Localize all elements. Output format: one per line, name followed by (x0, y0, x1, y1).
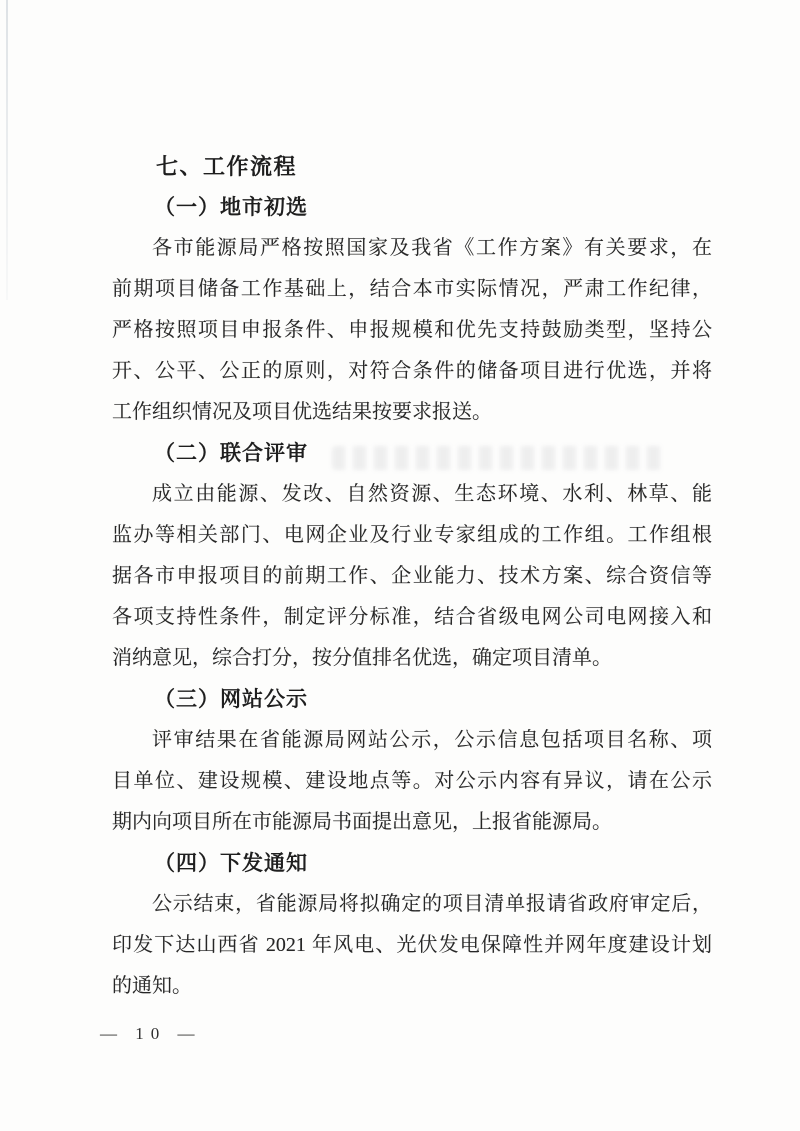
text-line: 前期项目储备工作基础上，结合本市实际情况，严肃工作纪律， (112, 278, 712, 300)
paragraph (112, 720, 712, 843)
section-heading: （二）联合评审 (154, 441, 308, 465)
paragraph (112, 884, 712, 1007)
document-section (112, 843, 712, 1007)
paragraph (112, 474, 712, 679)
text-line: 印发下达山西省 2021 年风电、光伏发电保障性并网年度建设计划 (112, 934, 712, 956)
section-heading: （四）下发通知 (154, 851, 308, 875)
text-line: 评审结果在省能源局网站公示，公示信息包括项目名称、项 (152, 729, 712, 751)
section-heading: （三）网站公示 (154, 687, 308, 711)
text-line: 据各市申报项目的前期工作、企业能力、技术方案、综合资信等 (112, 565, 712, 587)
text-line: 公示结束，省能源局将拟确定的项目清单报请省政府审定后， (152, 893, 712, 915)
text-line: 的通知。 (112, 975, 192, 997)
document-title: 七、工作流程 (156, 154, 298, 179)
text-line: 监办等相关部门、电网企业及行业专家组成的工作组。工作组根 (112, 524, 712, 546)
scan-edge-artifact (6, 0, 8, 300)
text-line: 目单位、建设规模、建设地点等。对公示内容有异议，请在公示 (112, 770, 712, 792)
text-line: 开、公平、公正的原则，对符合条件的储备项目进行优选，并将 (112, 360, 712, 382)
section-heading: （一）地市初选 (154, 195, 308, 219)
document-section (112, 187, 712, 433)
text-line: 各市能源局严格按照国家及我省《工作方案》有关要求，在 (152, 237, 712, 259)
text-line: 消纳意见，综合打分，按分值排名优选，确定项目清单。 (112, 647, 612, 669)
text-line: 严格按照项目申报条件、申报规模和优先支持鼓励类型，坚持公 (112, 319, 712, 341)
text-line: 各项支持性条件，制定评分标准，结合省级电网公司电网接入和 (112, 606, 712, 628)
paragraph (112, 228, 712, 433)
document-body (112, 146, 712, 1007)
text-line: 成立由能源、发改、自然资源、生态环境、水利、林草、能 (152, 483, 712, 505)
text-line: 工作组织情况及项目优选结果按要求报送。 (112, 401, 492, 423)
sections-container (112, 187, 712, 1007)
document-section (112, 679, 712, 843)
page-number: — 10 — (100, 1024, 202, 1043)
document-section (112, 433, 712, 679)
text-line: 期内向项目所在市能源局书面提出意见，上报省能源局。 (112, 811, 612, 833)
